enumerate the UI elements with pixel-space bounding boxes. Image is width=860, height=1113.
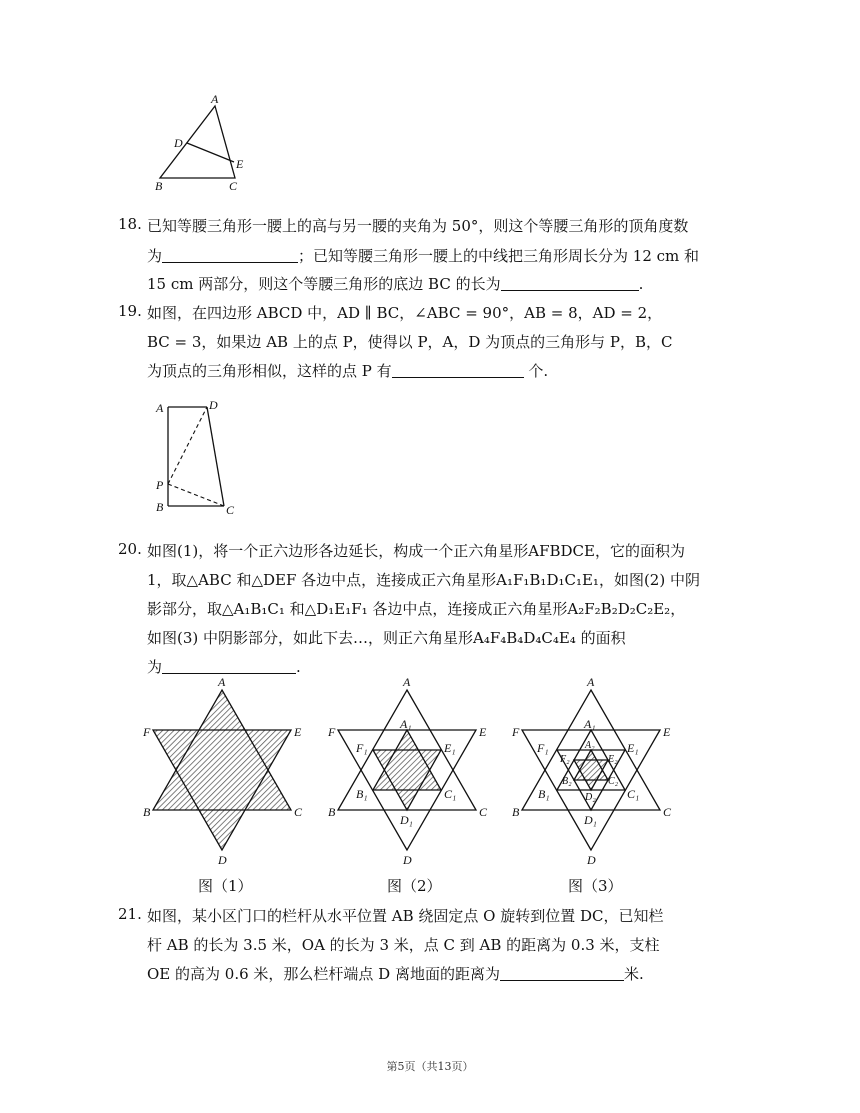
q20-line-2: 1，取△ABC 和△DEF 各边中点，连接成正六角星形A₁F₁B₁D₁C₁E₁，如图(2) 中阴 bbox=[147, 571, 700, 589]
label-F2: F₂ bbox=[560, 754, 570, 765]
label-B1: B₁ bbox=[538, 787, 550, 801]
label-C1: C₁ bbox=[627, 787, 640, 801]
label-D: D bbox=[174, 136, 183, 150]
answer-blank[interactable] bbox=[500, 964, 624, 981]
label-C2: C₂ bbox=[608, 776, 619, 787]
label-A1: A₁ bbox=[584, 717, 596, 731]
label-F: F bbox=[143, 725, 151, 739]
question-number-18: 18. bbox=[118, 215, 142, 233]
caption-figure-1: 图（1） bbox=[198, 877, 253, 895]
q20-line-1: 如图(1)，将一个正六边形各边延长，构成一个正六角星形AFBDCE，它的面积为 bbox=[147, 542, 685, 560]
caption-figure-3: 图（3） bbox=[568, 877, 623, 895]
label-D2: D₂ bbox=[585, 792, 596, 803]
question-number-20: 20. bbox=[118, 540, 142, 558]
label-C1: C₁ bbox=[444, 787, 457, 801]
page-footer: 第5页（共13页） bbox=[386, 1060, 474, 1073]
figure-q19-quadrilateral bbox=[150, 395, 250, 520]
label-C: C bbox=[294, 805, 303, 819]
label-D: D bbox=[587, 853, 596, 867]
q20-line-5: 为 . bbox=[147, 658, 301, 676]
label-D1: D₁ bbox=[400, 813, 413, 827]
q19-line-2: BC = 3，如果边 AB 上的点 P，使得以 P，A，D 为顶点的三角形与 P，B，C bbox=[147, 333, 673, 351]
label-E: E bbox=[294, 725, 302, 739]
label-P: P bbox=[156, 478, 164, 492]
q21-line-2: 杆 AB 的长为 3.5 米，OA 的长为 3 米，点 C 到 AB 的距离为 0.3 米，支柱 bbox=[147, 936, 660, 954]
label-F1: F₁ bbox=[537, 741, 549, 755]
label-B: B bbox=[156, 500, 164, 514]
label-A: A bbox=[211, 92, 219, 106]
q20-line-3: 影部分，取△A₁B₁C₁ 和△D₁E₁F₁ 各边中点，连接成正六角星形A₂F₂B₂D₂C₂E₂， bbox=[147, 600, 686, 618]
label-E2: E₂ bbox=[608, 754, 618, 765]
q20-line-4: 如图(3) 中阴影部分，如此下去…，则正六角星形A₄F₄B₄D₄C₄E₄ 的面积 bbox=[147, 629, 626, 647]
answer-blank[interactable] bbox=[501, 274, 639, 291]
label-A2: A₂ bbox=[585, 740, 595, 751]
label-D: D bbox=[209, 398, 218, 412]
q18-line-1: 已知等腰三角形一腰上的高与另一腰的夹角为 50°，则这个等腰三角形的顶角度数 bbox=[147, 217, 689, 235]
q19-line-3: 为顶点的三角形相似，这样的点 P 有 个. bbox=[147, 362, 549, 380]
label-C: C bbox=[229, 179, 238, 193]
question-number-19: 19. bbox=[118, 302, 142, 320]
label-D1: D₁ bbox=[584, 813, 597, 827]
q18-line-2: 为 ；已知等腰三角形一腰上的中线把三角形周长分为 12 cm 和 bbox=[147, 247, 700, 265]
label-C: C bbox=[663, 805, 672, 819]
label-B: B bbox=[512, 805, 520, 819]
label-F1: F₁ bbox=[356, 741, 368, 755]
label-E1: E₁ bbox=[627, 741, 639, 755]
label-E: E bbox=[479, 725, 487, 739]
q19-line-1: 如图，在四边形 ABCD 中，AD ∥ BC，∠ABC = 90°，AB = 8，AD = 2， bbox=[147, 304, 663, 322]
label-E: E bbox=[236, 157, 244, 171]
label-B2: B₂ bbox=[562, 776, 572, 787]
star-figure-1 bbox=[142, 675, 303, 867]
q21-line-1: 如图，某小区门口的栏杆从水平位置 AB 绕固定点 O 旋转到位置 DC，已知栏 bbox=[147, 907, 664, 925]
label-B: B bbox=[143, 805, 151, 819]
star-figure-3 bbox=[511, 675, 672, 867]
label-F: F bbox=[512, 725, 520, 739]
label-A1: A₁ bbox=[400, 717, 412, 731]
label-D: D bbox=[218, 853, 227, 867]
label-A: A bbox=[587, 675, 595, 689]
label-E1: E₁ bbox=[444, 741, 456, 755]
label-B1: B₁ bbox=[356, 787, 368, 801]
q21-line-3: OE 的高为 0.6 米，那么栏杆端点 D 离地面的距离为 米. bbox=[147, 965, 644, 983]
label-D: D bbox=[403, 853, 412, 867]
label-C: C bbox=[226, 503, 235, 517]
label-C: C bbox=[479, 805, 488, 819]
label-E: E bbox=[663, 725, 671, 739]
caption-figure-2: 图（2） bbox=[387, 877, 442, 895]
figure-q20-stars bbox=[130, 672, 690, 872]
label-A: A bbox=[218, 675, 226, 689]
star-figure-2 bbox=[327, 675, 488, 867]
label-A: A bbox=[403, 675, 411, 689]
figure-q17-triangle bbox=[150, 90, 260, 195]
label-B: B bbox=[328, 805, 336, 819]
question-number-21: 21. bbox=[118, 905, 142, 923]
label-A: A bbox=[156, 401, 164, 415]
label-B: B bbox=[155, 179, 163, 193]
label-F: F bbox=[328, 725, 336, 739]
answer-blank[interactable] bbox=[392, 361, 524, 378]
answer-blank[interactable] bbox=[162, 246, 298, 263]
q18-line-3: 15 cm 两部分，则这个等腰三角形的底边 BC 的长为 . bbox=[147, 275, 644, 293]
